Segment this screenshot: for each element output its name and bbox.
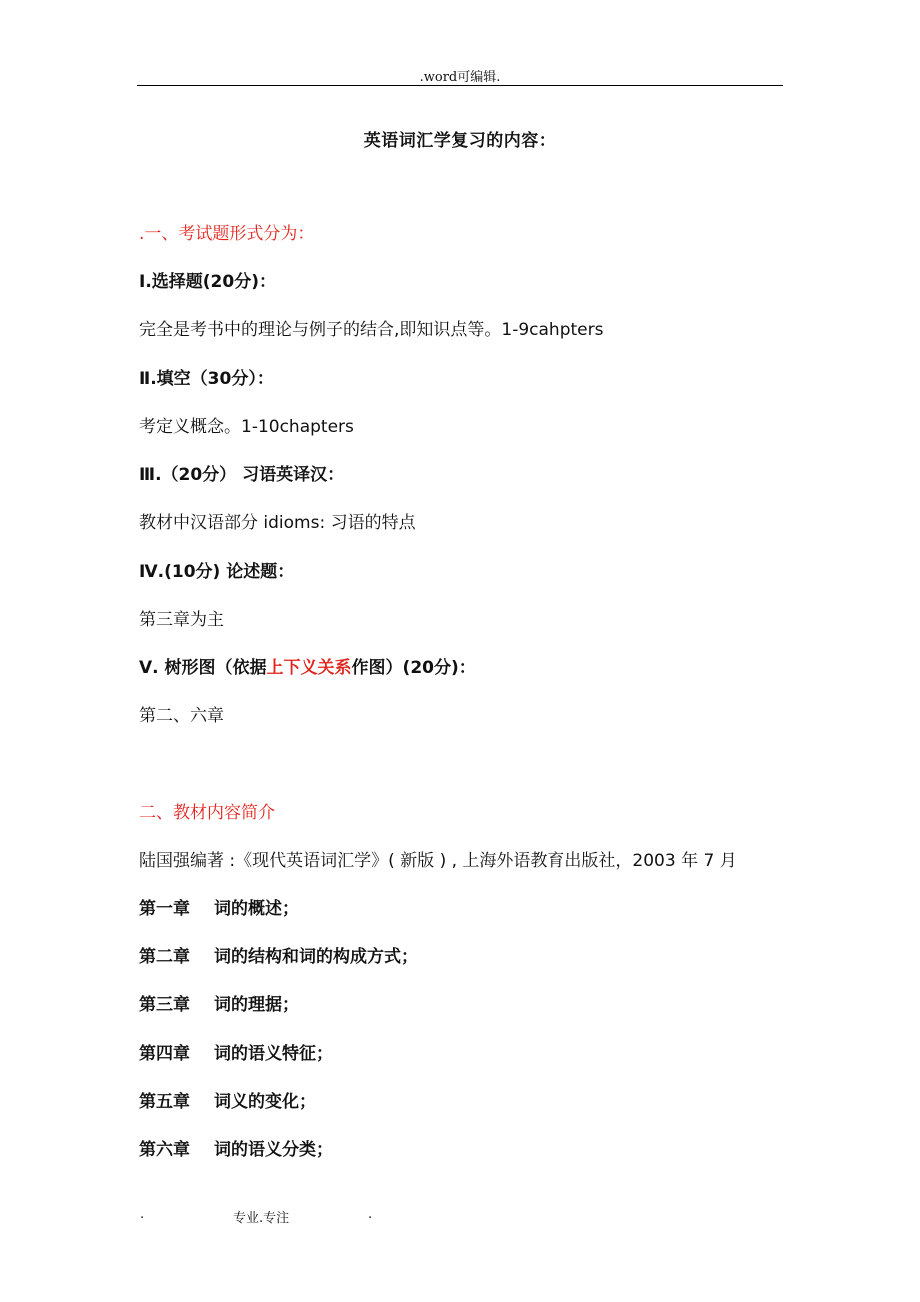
chapter-title: 词义的变化； [214,1092,316,1112]
chapter-title: 词的理据； [214,995,299,1015]
footer-text: 专业.专注 [233,1211,290,1226]
chapter-number: 第三章 [139,995,190,1015]
footer-right-dot: . [368,1207,373,1222]
chapter-number: 第二章 [139,947,190,967]
item4-desc: 第三章为主 [139,610,224,630]
document-title: 英语词汇学复习的内容： [363,131,557,151]
item3-desc: 教材中汉语部分 idioms: 习语的特点 [139,513,416,533]
footer-left-dot: . [140,1207,145,1222]
chapter-row [139,945,418,969]
header-rule [137,85,783,86]
chapter-row [139,1138,333,1162]
chapter-number: 第四章 [139,1044,190,1064]
chapter-number: 第一章 [139,899,190,919]
chapter-title: 词的结构和词的构成方式； [214,947,418,967]
item5-label-post: 作图）(20分)： [351,658,476,678]
item4-label: Ⅳ.(10分) 论述题： [139,562,295,582]
chapter-row [139,993,299,1017]
chapter-number: 第六章 [139,1140,190,1160]
chapter-title: 词的概述； [214,899,299,919]
item1-desc: 完全是考书中的理论与例子的结合,即知识点等。1-9cahpters [139,320,604,340]
chapter-title: 词的语义分类； [214,1140,333,1160]
chapter-row [139,1042,333,1066]
item2-desc: 考定义概念。1-10chapters [139,417,354,437]
item5-label [139,656,476,680]
chapter-row [139,1090,316,1114]
item2-label: Ⅱ.填空（30分）： [139,369,274,389]
item5-label-highlight: 上下义关系 [266,658,352,678]
item1-label: Ⅰ.选择题(20分)： [139,272,276,292]
chapter-row [139,897,299,921]
item5-desc: 第二、六章 [139,706,224,726]
page-header: .word可编辑. [419,70,501,85]
section1-heading: .一、考试题形式分为： [139,224,315,244]
item3-label: Ⅲ.（20分） 习语英译汉： [139,465,345,485]
item5-label-pre: Ⅴ. 树形图（依据 [139,658,267,678]
book-citation: 陆国强编著 :《现代英语词汇学》( 新版 ) , 上海外语教育出版社，2003 年 7 月 [139,851,737,871]
section2-heading: 二、教材内容简介 [139,803,275,823]
chapter-title: 词的语义特征； [214,1044,333,1064]
chapter-number: 第五章 [139,1092,190,1112]
